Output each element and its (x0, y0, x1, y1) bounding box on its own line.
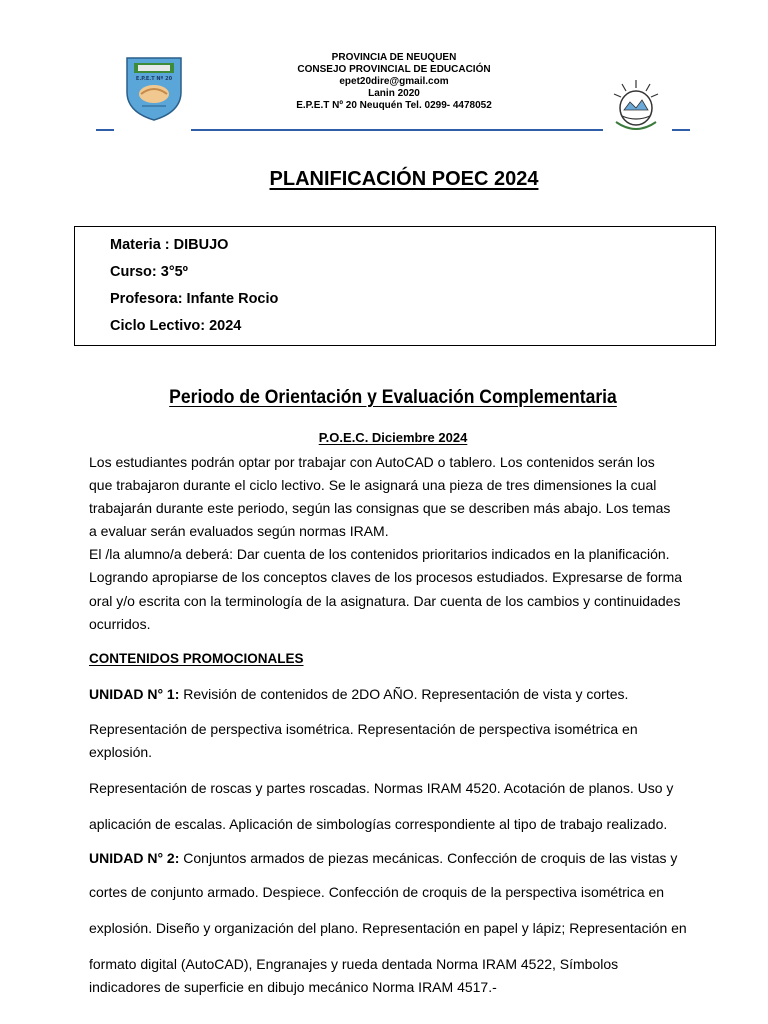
unit-2-body-line: indicadores de superficie en dibujo mecánico Norma IRAM 4517.- (89, 979, 497, 995)
unit-2-text: Conjuntos armados de piezas mecánicas. Confección de croquis de las vistas y (179, 850, 678, 866)
section-subtitle: Periodo de Orientación y Evaluación Complementaria (169, 386, 617, 408)
body-line: a evaluar serán evaluados según normas IRAM. (89, 523, 389, 539)
unit-2-body-line: cortes de conjunto armado. Despiece. Confección de croquis de la perspectiva isométrica en (89, 884, 665, 900)
unit-1-text: Revisión de contenidos de 2DO AÑO. Representación de vista y cortes. (179, 686, 629, 702)
header-line: E.P.E.T Nº 20 Neuquén Tel. 0299- 4478052 (296, 100, 492, 111)
unit-1-body-line: Representación de perspectiva isométrica. Representación de perspectiva isométrica en (89, 721, 638, 737)
body-line: trabajarán durante este periodo, según las consignas que se describen más abajo. Los temas (89, 500, 671, 516)
course-label: Curso: 3°5º (110, 264, 188, 280)
header-rule-left (96, 129, 114, 131)
school-logo (124, 54, 184, 122)
unit-1-body-line: explosión. (89, 744, 153, 760)
page-title: PLANIFICACIÓN POEC 2024 (269, 168, 539, 190)
body-line: Logrando apropiarse de los conceptos claves de los procesos estudiados. Expresarse de forma (89, 569, 683, 585)
unit-1-body-line: Representación de roscas y partes roscadas. Normas IRAM 4520. Acotación de planos. Uso y (89, 780, 674, 796)
institution-header (190, 52, 598, 112)
body-line: oral y/o escrita con la terminología de la asignatura. Dar cuenta de los cambios y continuidades (89, 593, 681, 609)
body-line: ocurridos. (89, 616, 151, 632)
unit-1-label: UNIDAD N° 1: (89, 686, 180, 702)
province-emblem (610, 78, 662, 134)
header-email: epet20dire@gmail.com (339, 76, 449, 87)
school-year-label: Ciclo Lectivo: 2024 (110, 318, 242, 334)
unit-2-label: UNIDAD N° 2: (89, 850, 180, 866)
header-line: Lanin 2020 (368, 88, 420, 99)
header-line: PROVINCIA DE NEUQUEN (331, 52, 457, 63)
unit-1-body-line: aplicación de escalas. Aplicación de simbologías correspondiente al tipo de trabajo realizado. (89, 816, 668, 832)
subject-label: Materia : DIBUJO (110, 237, 229, 253)
body-line: que trabajaron durante el ciclo lectivo. Se le asignará una pieza de tres dimensiones la cual (89, 477, 657, 493)
unit-1-line (89, 686, 628, 702)
header-line: CONSEJO PROVINCIAL DE EDUCACIÓN (297, 64, 491, 75)
unit-2-body-line: explosión. Diseño y organización del plano. Representación en papel y lápiz; Representación en (89, 920, 687, 936)
contents-heading: CONTENIDOS PROMOCIONALES (89, 651, 304, 666)
poec-date: P.O.E.C. Diciembre 2024 (318, 430, 468, 445)
header-rule-center (191, 129, 603, 131)
header-rule-right (672, 129, 690, 131)
teacher-label: Profesora: Infante Rocio (110, 291, 279, 307)
unit-2-line (89, 850, 677, 866)
body-line: El /la alumno/a deberá: Dar cuenta de los contenidos prioritarios indicados en la planificación. (89, 546, 670, 562)
course-info-box (74, 226, 716, 346)
unit-2-body-line: formato digital (AutoCAD), Engranajes y rueda dentada Norma IRAM 4522, Símbolos (89, 956, 619, 972)
school-logo-text: E.P.E.T Nº 20 (135, 76, 173, 82)
body-line: Los estudiantes podrán optar por trabajar con AutoCAD o tablero. Los contenidos serán los (89, 454, 655, 470)
